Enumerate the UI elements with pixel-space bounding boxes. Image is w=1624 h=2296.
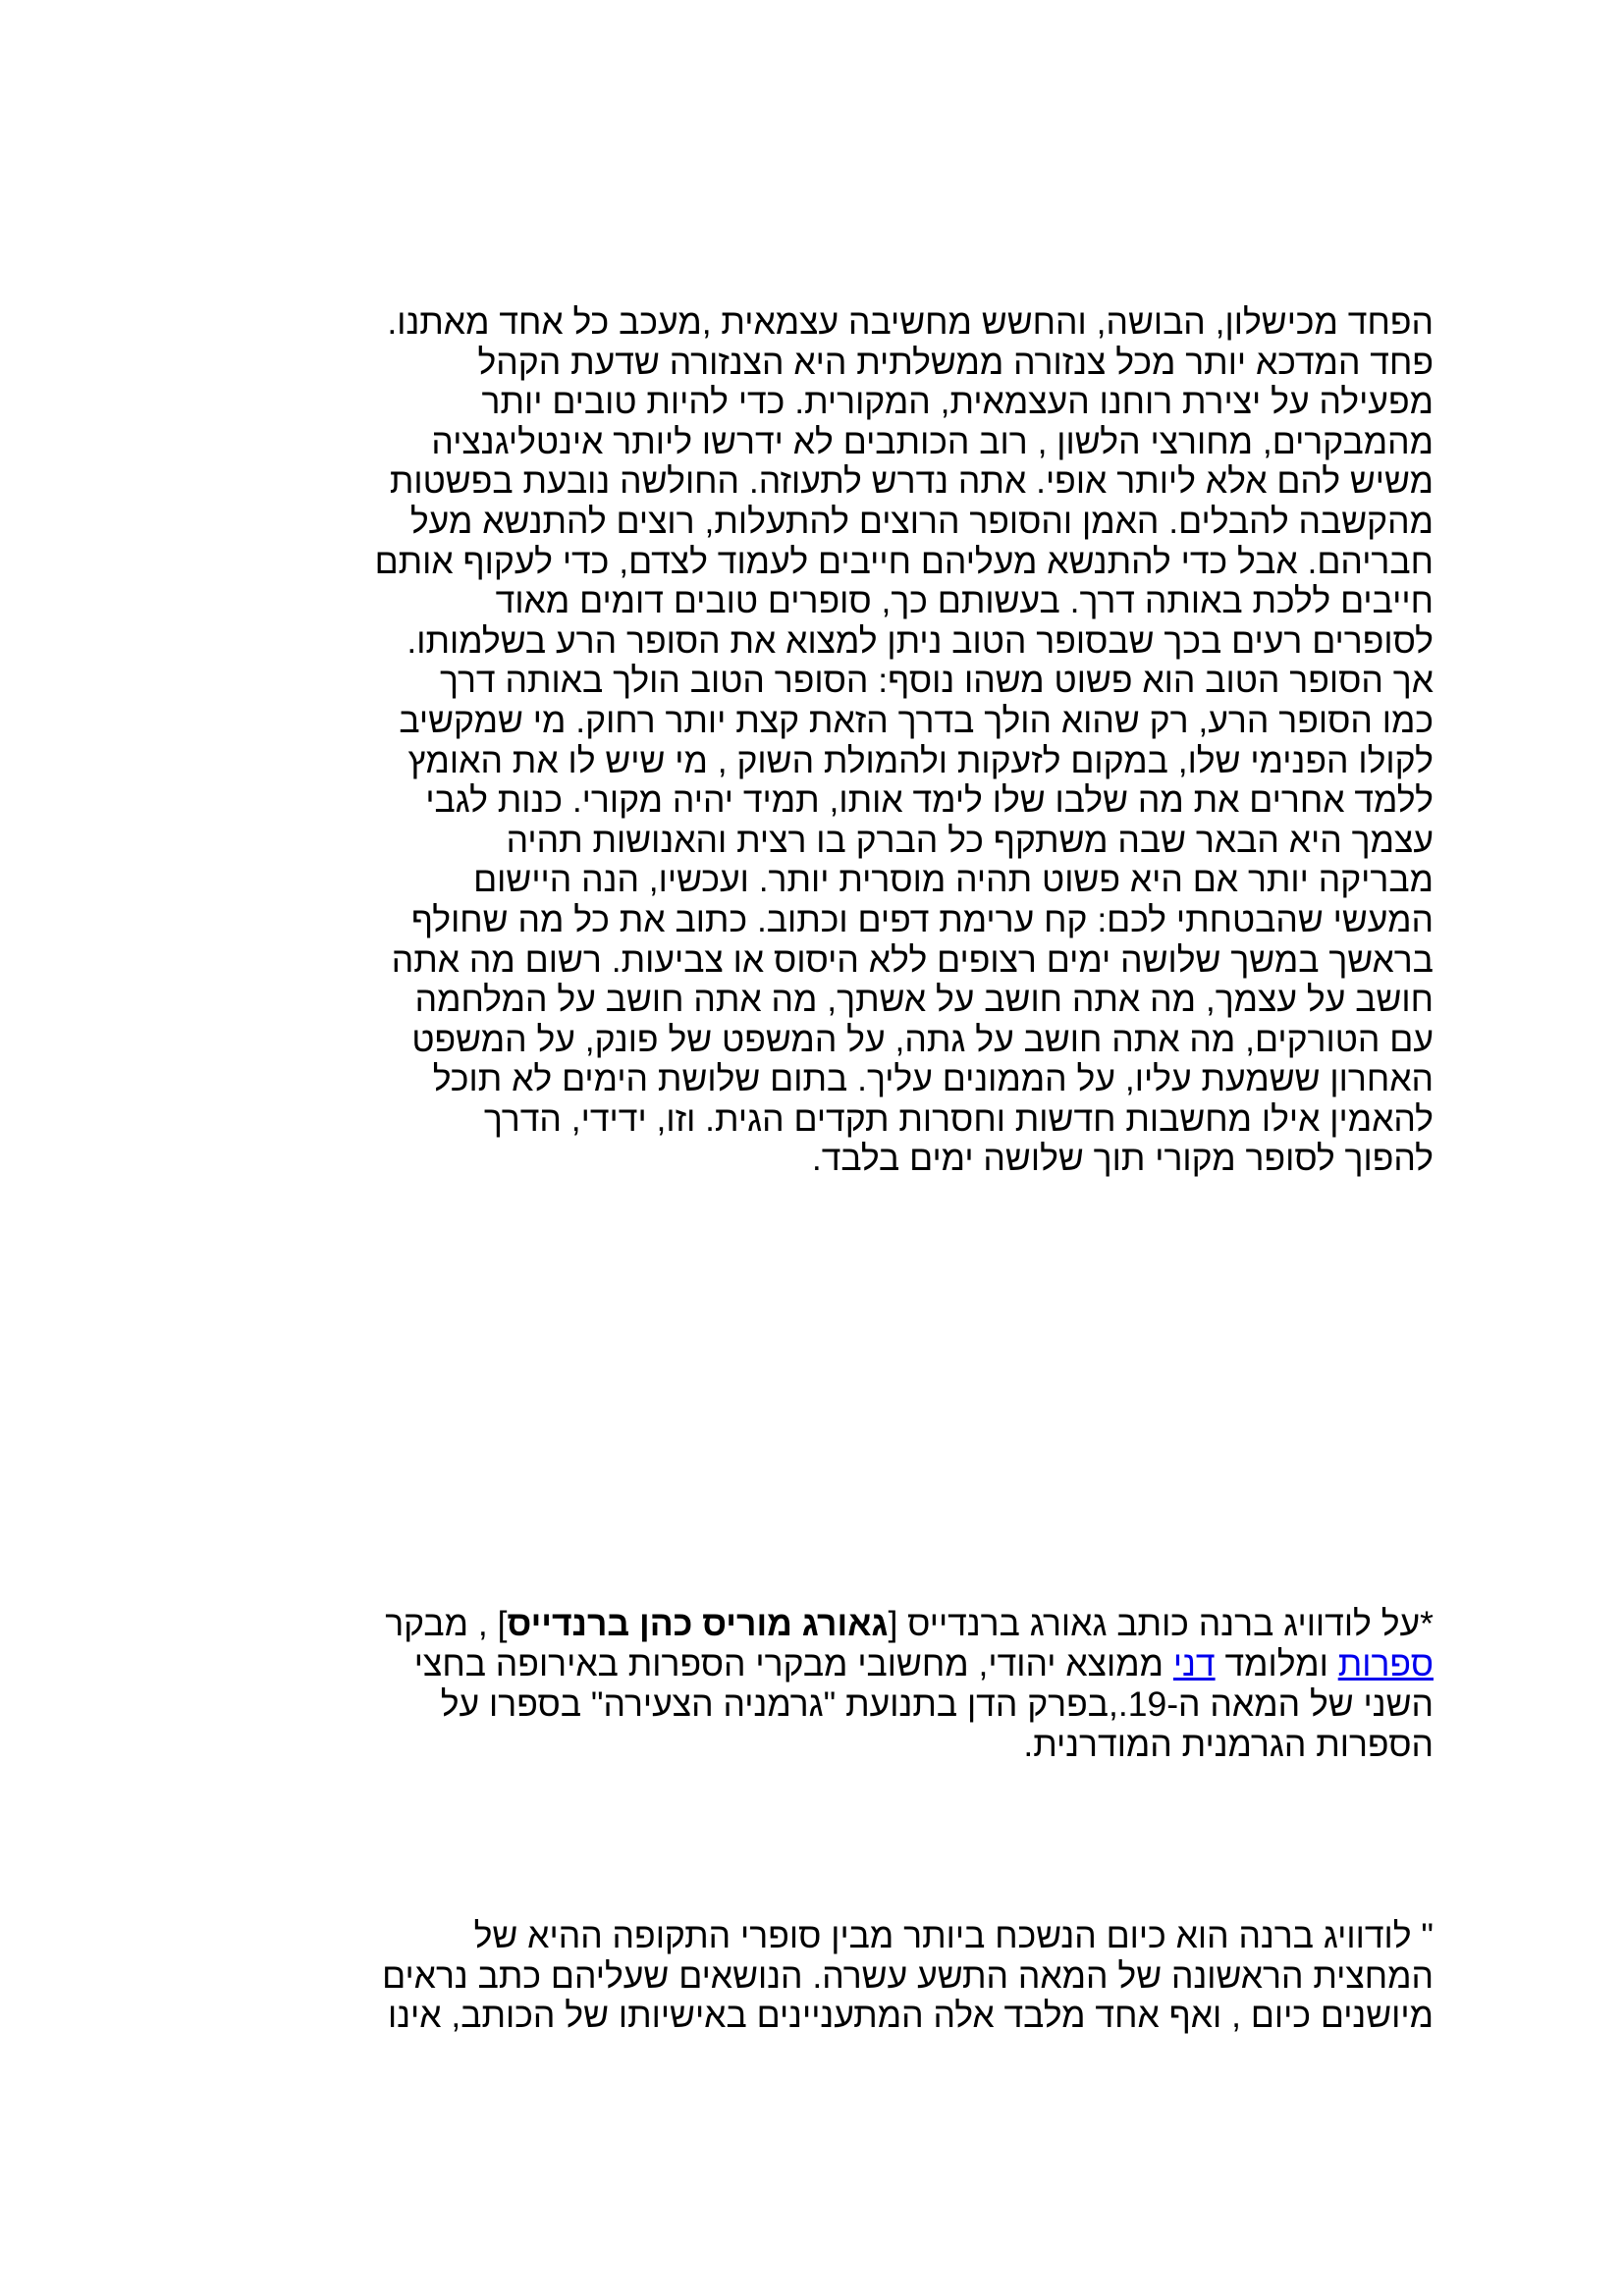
paragraph-line: מפעילה על יצירת רוחנו העצמאית, המקורית. כדי להיות טובים יותר <box>481 382 1434 422</box>
paragraph-line: האחרון ששמעת עליו, על הממונים עליך. בתום שלושת הימים לא תוכל <box>432 1059 1434 1099</box>
paragraph-line: אך הסופר הטוב הוא פשוט משהו נוסף: הסופר הטוב הולך באותה דרך <box>440 661 1434 701</box>
paragraph-line: חייבים ללכת באותה דרך. בעשותם כך, סופרים טובים דומים מאוד <box>495 581 1434 621</box>
danish-link[interactable]: דני <box>1172 1644 1216 1683</box>
paragraph-line: לסופרים רעים בכך שבסופר הטוב ניתן למצוא את הסופר הרע בשלמותו. <box>406 620 1434 661</box>
paragraph-line: הפחד מכישלון, הבושה, והחשש מחשיבה עצמאית ,מעכב כל אחד מאתנו. <box>387 302 1434 342</box>
paragraph-line: משיש להם אלא ליותר אופי. אתה נדרש לתעוזה. החולשה נובעת בפשטות <box>389 461 1434 502</box>
paragraph-line: ללמד אחרים את מה שלבו שלו לימד אותו, תמיד יהיה מקורי. כנות לגבי <box>425 780 1434 821</box>
paragraph-line: להפוך לסופר מקורי תוך שלושה ימים בלבד. <box>811 1139 1434 1179</box>
paragraph-line: עצמך היא הבאר שבה משתקף כל הברק בו רצית והאנושות תהיה <box>506 820 1434 860</box>
footnote-text: ומלומד <box>1215 1644 1338 1683</box>
paragraph-line: מבריקה יותר אם היא פשוט תהיה מוסרית יותר. ועכשיו, הנה היישום <box>473 860 1434 900</box>
quote-paragraph <box>196 1916 1434 2036</box>
paragraph-line: מיושנים כיום , ואף אחד מלבד אלה המתעניינים באישיותו של הכותב, אינו <box>388 1996 1434 2036</box>
footnote-paragraph <box>196 1604 1434 1765</box>
paragraph-line: מהמבקרים, מחורצי הלשון , רוב הכותבים לא ידרשו ליותר אינטליגנציה <box>431 421 1434 461</box>
footnote-line: הספרות הגרמנית המודרנית. <box>1023 1725 1434 1764</box>
paragraph-line: פחד המדכא יותר מכל צנזורה ממשלתית היא הצנזורה שדעת הקהל <box>477 342 1434 382</box>
footnote-text: ] , מבקר <box>385 1604 508 1643</box>
paragraph-line: המעשי שהבטחתי לכם: קח ערימת דפים וכתוב. כתוב את כל מה שחולף <box>410 899 1434 939</box>
paragraph-line: לקולו הפנימי שלו, במקום לזעקות ולהמולת השוק , מי שיש לו את האומץ <box>407 740 1434 780</box>
paragraph-line: המחצית הראשונה של המאה התשע עשרה. הנושאים שעליהם כתב נראים <box>382 1955 1434 1996</box>
footnote-line <box>196 1604 1434 1644</box>
paragraph-line: מהקשבה להבלים. האמן והסופר הרוצים להתעלות, רוצים להתנשא מעל <box>409 501 1434 541</box>
footnote-bold-name: גאורג מוריס כהן ברנדייס <box>507 1604 889 1643</box>
footnote-line <box>196 1644 1434 1684</box>
main-paragraph <box>196 302 1434 1179</box>
paragraph-line: חבריהם. אבל כדי להתנשא מעליהם חייבים לעמוד לצדם, כדי לעקוף אותם <box>374 541 1434 581</box>
paragraph-line: חושב על עצמך, מה אתה חושב על אשתך, מה אתה חושב על המלחמה <box>414 980 1434 1020</box>
paragraph-line: עם הטורקים, מה אתה חושב על גתה, על המשפט של פונק, על המשפט <box>411 1019 1434 1059</box>
literature-link[interactable]: ספרות <box>1337 1644 1434 1683</box>
paragraph-line: להאמין אילו מחשבות חדשות וחסרות תקדים הגית. וזו, ידידי, הדרך <box>483 1098 1434 1139</box>
paragraph-line: " לודוויג ברנה הוא כיום הנשכח ביותר מבין סופרי התקופה ההיא של <box>473 1916 1434 1955</box>
footnote-line: השני של המאה ה-19.,בפרק הדן בתנועת "גרמניה הצעירה" בספרו על <box>440 1684 1434 1724</box>
paragraph-line: בראשך במשך שלושה ימים רצופים ללא היסוס או צביעות. רשום מה אתה <box>391 939 1434 980</box>
footnote-text: ממוצא יהודי, מחשובי מבקרי הספרות באירופה בחצי <box>413 1644 1173 1683</box>
paragraph-line: כמו הסופר הרע, רק שהוא הולך בדרך הזאת קצת יותר רחוק. מי שמקשיב <box>399 700 1434 740</box>
footnote-text: *על לודוויג ברנה כותב גאורג ברנדייס [ <box>888 1604 1434 1643</box>
